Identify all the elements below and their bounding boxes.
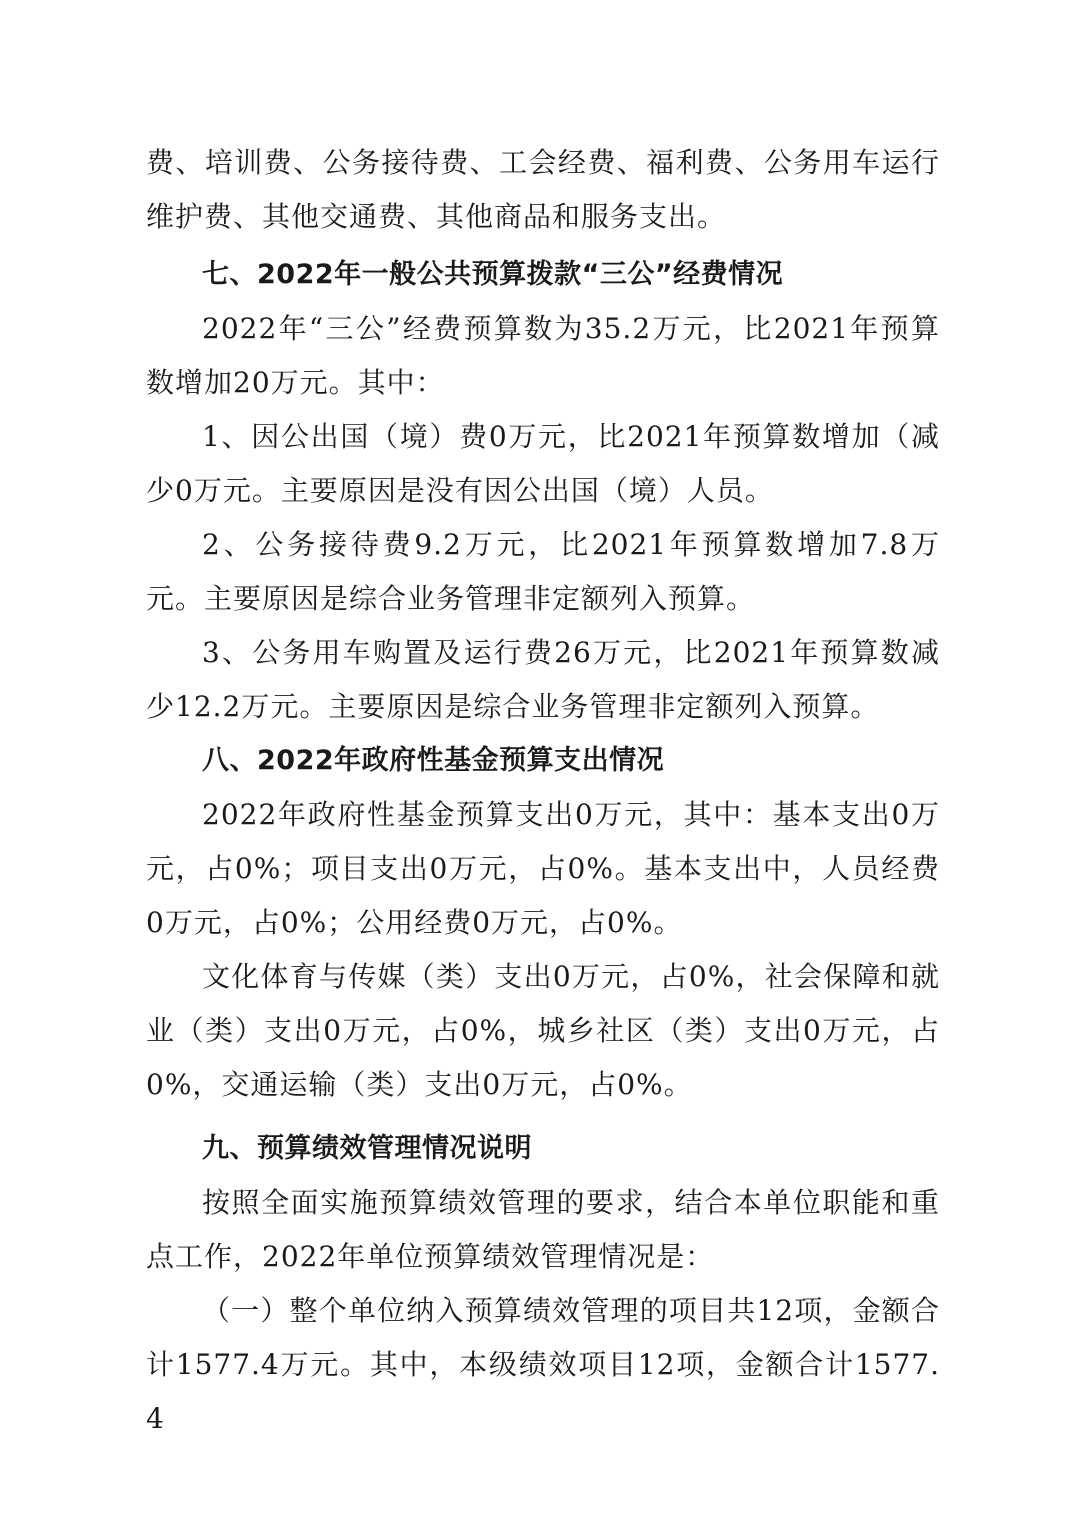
paragraph-official-reception: 2、公务接待费9.2万元，比2021年预算数增加7.8万元。主要原因是综合业务管理非定额列入预算。: [146, 528, 940, 615]
paragraph-government-fund-categories: 文化体育与传媒（类）支出0万元，占0%，社会保障和就业（类）支出0万元，占0%，城乡社区（类）支出0万元，占0%，交通运输（类）支出0万元，占0%。: [146, 960, 940, 1101]
paragraph-official-vehicles: 3、公务用车购置及运行费26万元，比2021年预算数减少12.2万元。主要原因是综合业务管理非定额列入预算。: [146, 636, 940, 723]
paragraph-performance-intro: 按照全面实施预算绩效管理的要求，结合本单位职能和重点工作，2022年单位预算绩效管理情况是：: [146, 1186, 940, 1273]
paragraph-overseas-travel: 1、因公出国（境）费0万元，比2021年预算数增加（减少0万元。主要原因是没有因公出国（境）人员。: [146, 420, 940, 507]
paragraph-expense-list-continuation: 费、培训费、公务接待费、工会经费、福利费、公务用车运行维护费、其他交通费、其他商品和服务支出。: [146, 146, 940, 233]
section-heading-7: 七、2022年一般公共预算拨款“三公”经费情况: [202, 259, 784, 290]
document-body: [146, 136, 940, 1446]
section-heading-9: 九、预算绩效管理情况说明: [202, 1133, 532, 1164]
paragraph-government-fund-summary: 2022年政府性基金预算支出0万元，其中：基本支出0万元，占0%；项目支出0万元，占0%。基本支出中，人员经费0万元，占0%；公用经费0万元，占0%。: [146, 798, 940, 939]
section-heading-8: 八、2022年政府性基金预算支出情况: [202, 745, 665, 776]
paragraph-three-public-summary: 2022年“三公”经费预算数为35.2万元，比2021年预算数增加20万元。其中：: [146, 312, 940, 399]
paragraph-performance-projects: （一）整个单位纳入预算绩效管理的项目共12项，金额合计1577.4万元。其中，本级绩效项目12项，金额合计1577.4: [146, 1294, 940, 1435]
